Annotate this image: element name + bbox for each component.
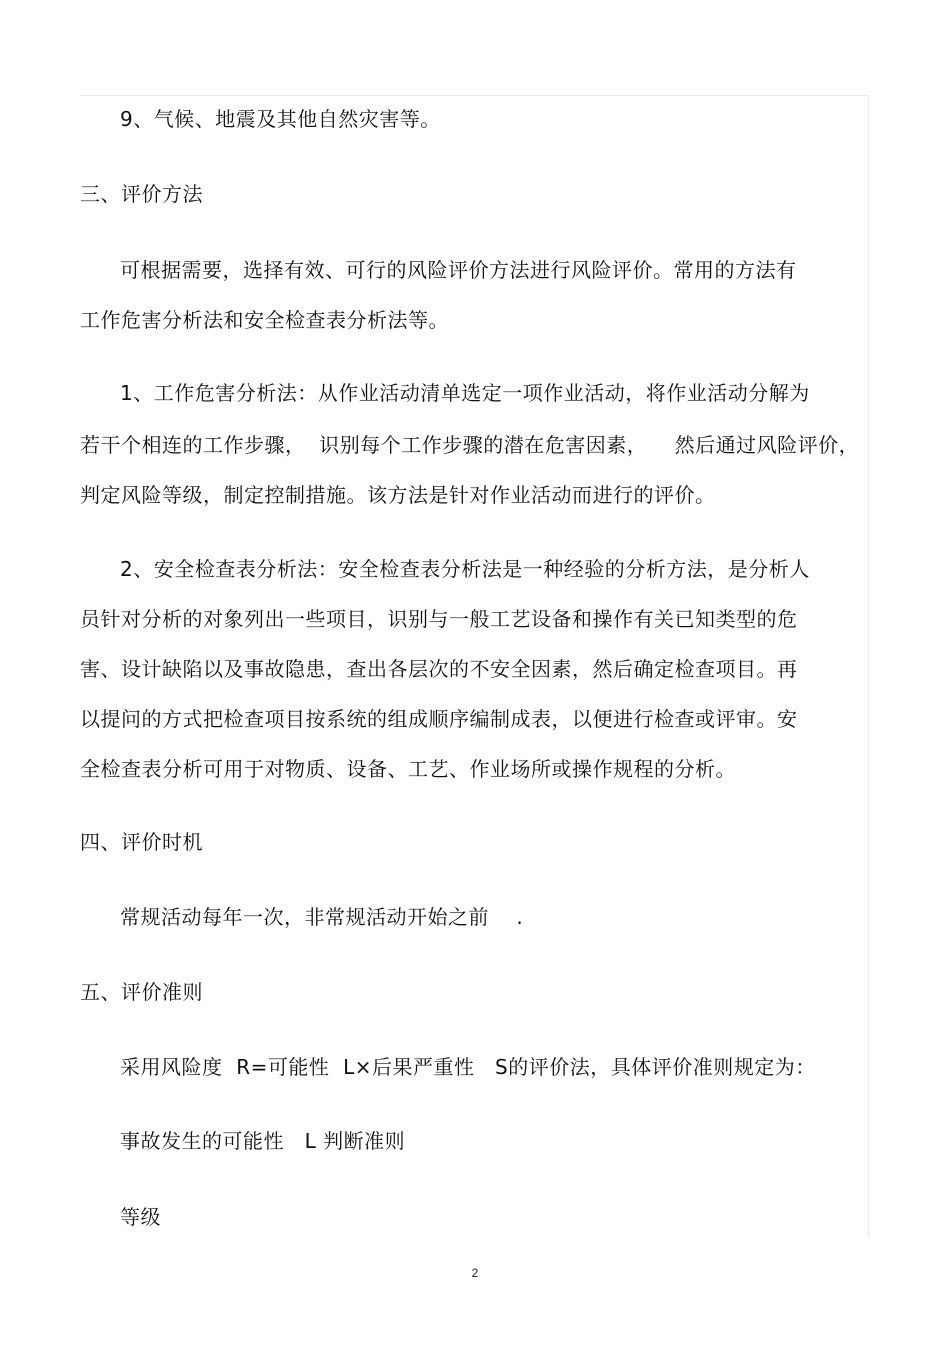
paragraph-line: 常规活动每年一次，非常规活动开始之前 . xyxy=(120,905,524,929)
paragraph-line: 害、设计缺陷以及事故隐患，查出各层次的不安全因素，然后确定检查项目。再 xyxy=(80,657,798,681)
paragraph-line: 事故发生的可能性 L 判断准则 xyxy=(120,1129,406,1153)
paragraph-line: 全检查表分析可用于对物质、设备、工艺、作业场所或操作规程的分析。 xyxy=(80,757,736,781)
paragraph-line: 判定风险等级，制定控制措施。该方法是针对作业活动而进行的评价。 xyxy=(80,483,716,507)
paragraph-line: 采用风险度 R=可能性 L×后果严重性 S的评价法，具体评价准则规定为： xyxy=(120,1055,816,1079)
section-heading-5: 五、评价准则 xyxy=(80,980,203,1004)
paragraph-line: 1、工作危害分析法：从作业活动清单选定一项作业活动，将作业活动分解为 xyxy=(120,381,810,405)
list-item-9: 9、气候、地震及其他自然灾害等。 xyxy=(120,107,441,131)
section-heading-4: 四、评价时机 xyxy=(80,830,203,854)
section-heading-3: 三、评价方法 xyxy=(80,182,203,206)
paragraph-line: 2、安全检查表分析法：安全检查表分析法是一种经验的分析方法，是分析人 xyxy=(120,557,810,581)
paragraph-line: 可根据需要，选择有效、可行的风险评价方法进行风险评价。常用的方法有 xyxy=(120,258,797,282)
paragraph-line: 员针对分析的对象列出一些项目，识别与一般工艺设备和操作有关已知类型的危 xyxy=(80,607,798,631)
paragraph-line: 若干个相连的工作步骤， 识别每个工作步骤的潜在危害因素， 然后通过风险评价， xyxy=(80,433,860,457)
paragraph-line: 等级 xyxy=(120,1205,161,1229)
paragraph-line: 工作危害分析法和安全检查表分析法等。 xyxy=(80,308,449,332)
page-number: 2 xyxy=(471,1266,479,1280)
paragraph-line: 以提问的方式把检查项目按系统的组成顺序编制成表，以便进行检查或评审。安 xyxy=(80,707,798,731)
